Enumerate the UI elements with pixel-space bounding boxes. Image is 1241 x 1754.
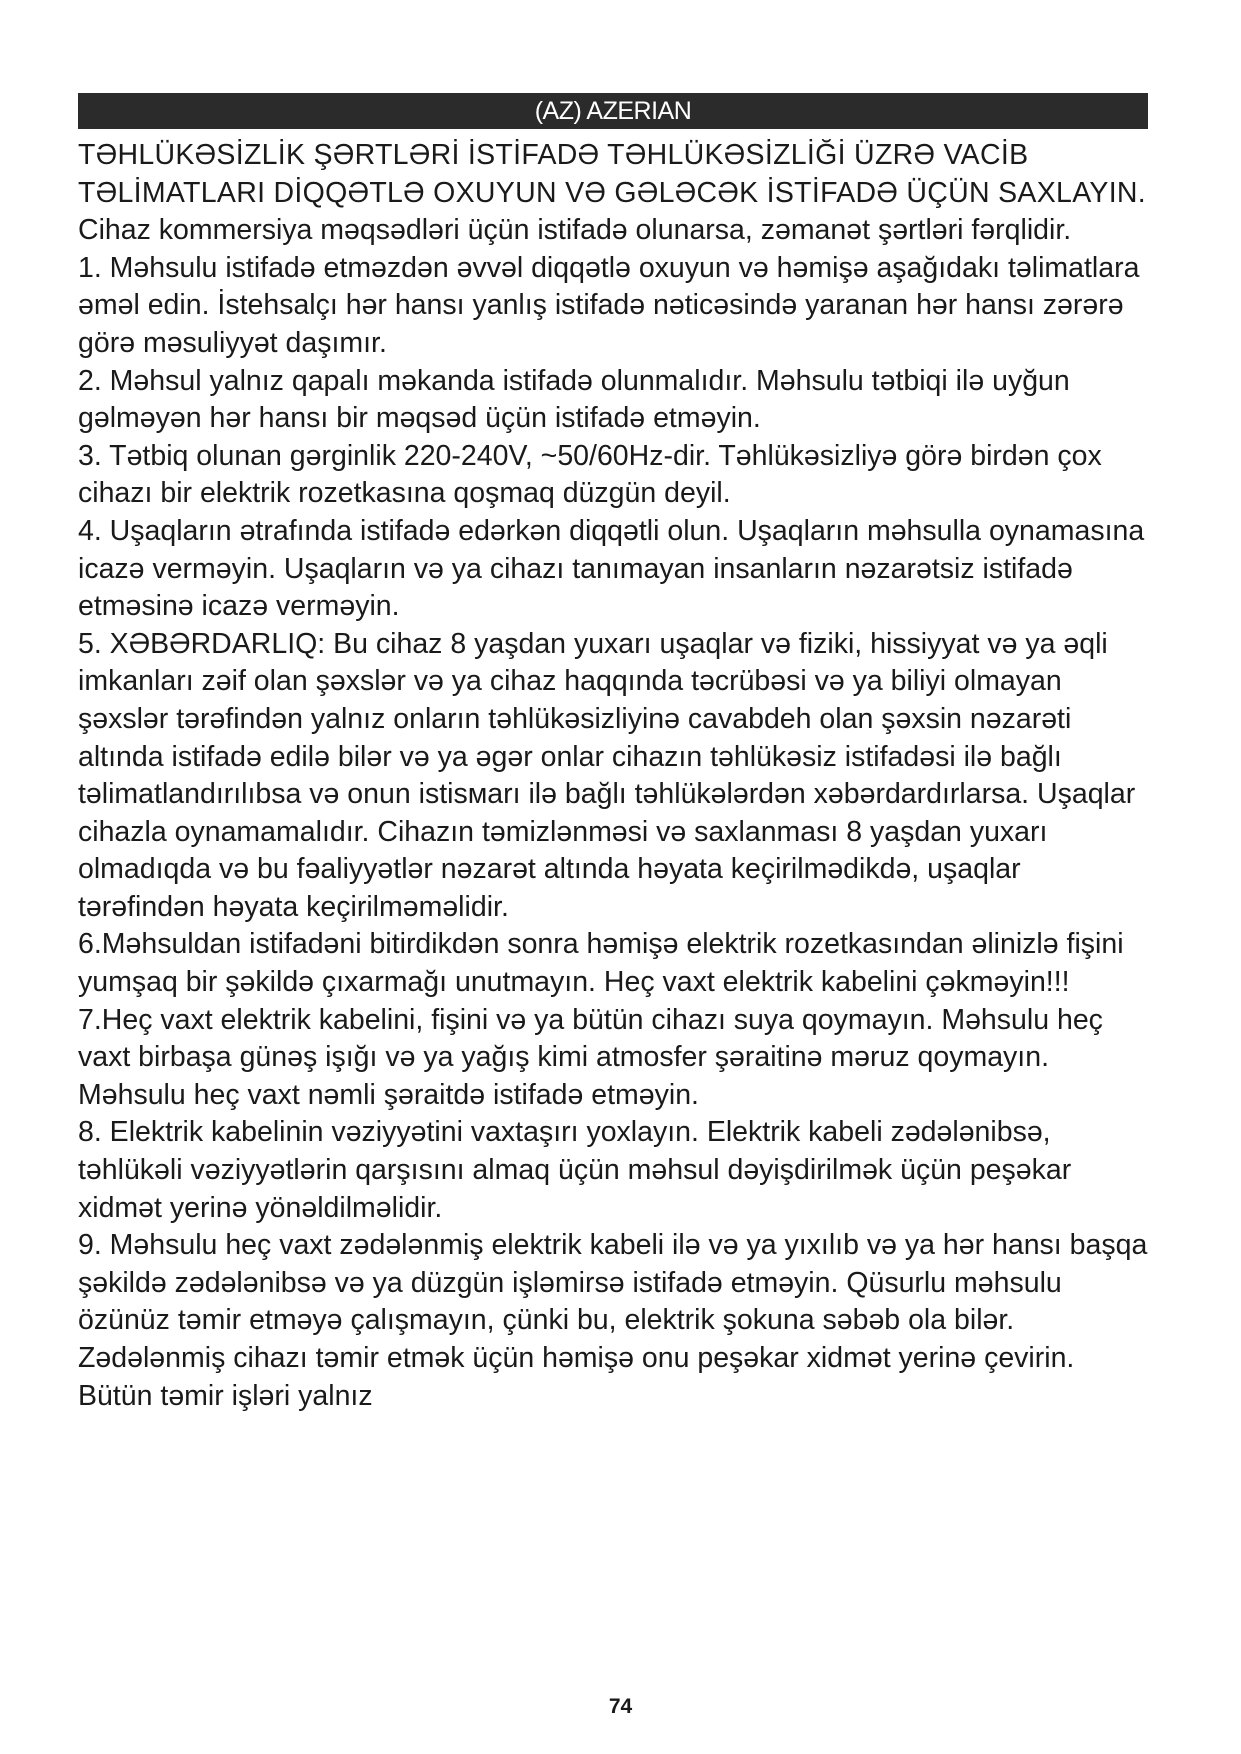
page-number: 74 <box>608 1695 633 1718</box>
instruction-item-8: 8. Elektrik kabelinin vəziyyətini vaxtaşırı yoxlayın. Elektrik kabeli zədələnibsə, təhlükəli vəziyyətlərin qarşısını almaq üçün məhsul dəyişdirilmək üçün peşəkar xidmət yerinə yönəldilməlidir. <box>78 1116 1072 1224</box>
instruction-item-4: 4. Uşaqların ətrafında istifadə edərkən diqqətli olun. Uşaqların məhsulla oynamasına icazə verməyin. Uşaqların və ya cihazı tanımayan insanların nəzarətsiz istifadə etməsinə icazə verməyin. <box>78 514 1145 623</box>
instruction-item-7: 7.Heç vaxt elektrik kabelini, fişini və ya bütün cihazı suya qoymayın. Məhsulu heç vaxt birbaşa günəş işığı və ya yağış kimi atmosfer şəraitinə məruz qoymayın. Məhsulu heç vaxt nəmli şəraitdə istifadə etməyin. <box>78 1003 1103 1111</box>
intro-paragraph: Cihaz kommersiya məqsədləri üçün istifadə olunarsa, zəmanət şərtləri fərqlidir. <box>78 214 1072 247</box>
document-body <box>78 137 1153 1415</box>
instruction-item-5: 5. XƏBƏRDARLIQ: Bu cihaz 8 yaşdan yuxarı uşaqlar və fiziki, hissiyyat və ya əqli imkanları zəif olan şəxslər və ya cihaz haqqında təcrübəsi və ya biliyi olmayan şəxslər tərəfindən yalnız onların təhlükəsizliyinə cavabdeh olan şəxsin nəzarəti altında istifadə edilə bilər və ya əgər onlar cihazın təhlükəsiz istifadəsi ilə bağlı təlimatlandırılıbsa və onun istisмarı ilə bağlı təhlükələrdən xəbərdardırlarsa. Uşaqlar cihazla oynamamalıdır. Cihazın təmizlənməsi və saxlanması 8 yaşdan yuxarı olmadıqda və bu fəaliyyətlər nəzarət altında həyata keçirilmədikdə, uşaqlar tərəfindən həyata keçirilməməlidir. <box>78 627 1136 923</box>
instruction-item-6: 6.Məhsuldan istifadəni bitirdikdən sonra həmişə elektrik rozetkasından əlinizlə fişini yumşaq bir şəkildə çıxarmağı unutmayın. Heç vaxt elektrik kabelini çəkməyin!!! <box>78 928 1124 999</box>
language-header-bar <box>78 93 1148 129</box>
instruction-item-1: 1. Məhsulu istifadə etməzdən əvvəl diqqətlə oxuyun və həmişə aşağıdakı təlimatlara əməl edin. İstehsalçı hər hansı yanlış istifadə nəticəsində yaranan hər hansı zərərə görə məsuliyyət daşımır. <box>78 251 1140 359</box>
instruction-item-3: 3. Tətbiq olunan gərginlik 220-240V, ~50/60Hz-dir. Təhlükəsizliyə görə birdən çox cihazı bir elektrik rozetkasına qoşmaq düzgün deyil. <box>78 439 1102 510</box>
safety-heading: TƏHLÜKƏSİZLİK ŞƏRTLƏRİ İSTİFADƏ TƏHLÜKƏSİZLİĞİ ÜZRƏ VACİB TƏLİMATLARI DİQQƏTLƏ OXUYUN VƏ GƏLƏCƏK İSTİFADƏ ÜÇÜN SAXLAYIN. <box>78 139 1147 209</box>
instruction-item-9: 9. Məhsulu heç vaxt zədələnmiş elektrik kabeli ilə və ya yıxılıb və ya hər hansı başqa şəkildə zədələnibsə və ya düzgün işləmirsə istifadə etməyin. Qüsurlu məhsulu özünüz təmir etməyə çalışmayın, çünki bu, elektrik şokuna səbəb ola bilər. Zədələnmiş cihazı təmir etmək üçün həmişə onu peşəkar xidmət yerinə çevirin. Bütün təmir işləri yalnız <box>78 1229 1148 1412</box>
instruction-item-2: 2. Məhsul yalnız qapalı məkanda istifadə olunmalıdır. Məhsulu tətbiqi ilə uyğun gəlməyən hər hansı bir məqsəd üçün istifadə etməyin. <box>78 364 1070 435</box>
language-label: (AZ) AZERIAN <box>534 97 692 125</box>
